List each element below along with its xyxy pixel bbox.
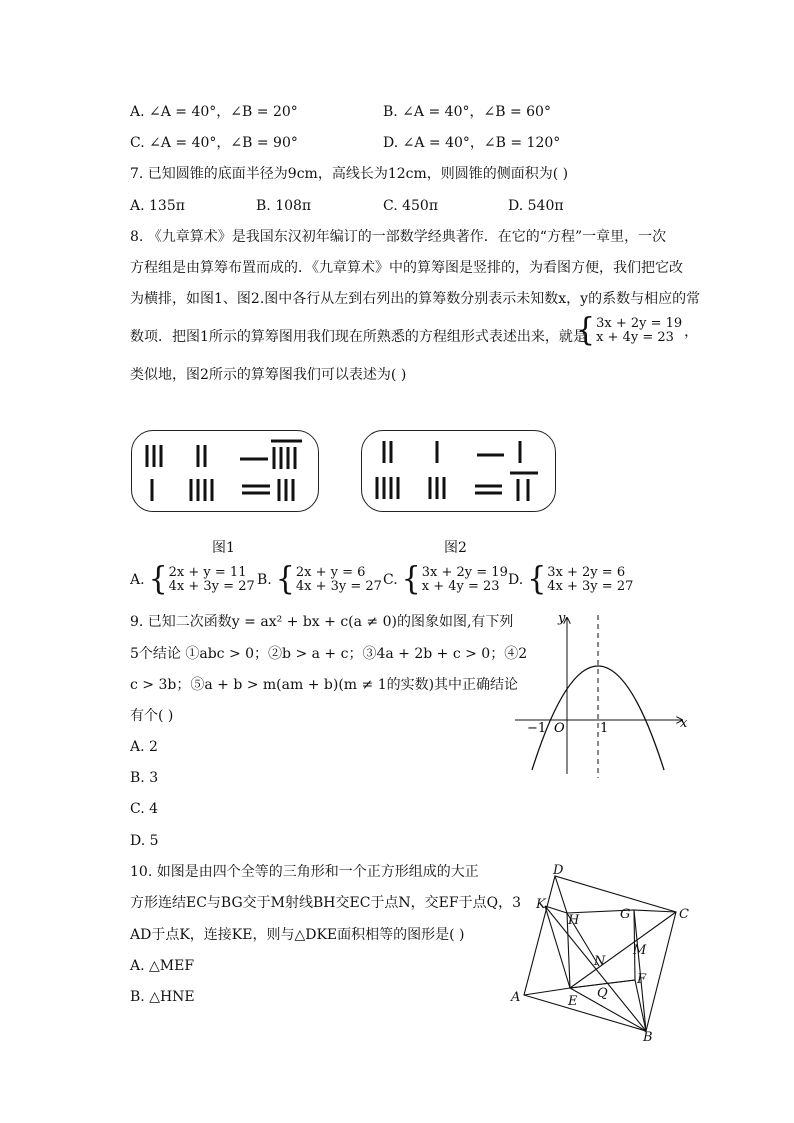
parabola-graph (510, 610, 694, 780)
neg-one-label: −1 (527, 721, 547, 736)
q8-example-eq1: 3x + 2y = 19 (596, 316, 683, 331)
counting-rod-figure-1 (131, 430, 319, 512)
q10-option-a: A. △MEF (130, 958, 195, 974)
q7-option-a: A. 135π (130, 198, 185, 214)
brace-icon: { (401, 561, 421, 598)
q8-option-c: C. { 3x + 2y = 19 x + 4y = 23 (383, 561, 508, 598)
one-label: 1 (600, 721, 609, 736)
figure-2-caption: 图2 (444, 540, 467, 556)
q6-option-a: A. ∠A = 40°，∠B = 20° (130, 104, 298, 120)
q8-line-5: 类似地，图2所示的算筹图我们可以表述为( ) (130, 367, 407, 383)
q7-option-b: B. 108π (256, 198, 312, 214)
geometry-figure (505, 858, 695, 1044)
brace-icon: { (148, 561, 168, 598)
q9-line-3: c > 3b；⑤a + b > m(am + b)(m ≠ 1的实数)其中正确结论 (130, 677, 519, 693)
q8-line-1: 8. 《九章算术》是我国东汉初年编订的一部数学经典著作．在它的“方程”一章里，一次 (130, 229, 667, 245)
q9-option-c: C. 4 (130, 801, 159, 817)
point-a-label: A (511, 990, 521, 1005)
point-b-label: B (643, 1030, 653, 1044)
q9-line-2: 5个结论 ①abc > 0；②b > a + c；③4a + 2b + c > 0；④2 (130, 646, 528, 662)
point-e-label: E (568, 994, 578, 1009)
q8-example-eq2: x + 4y = 23 (596, 330, 674, 345)
q7-stem: 7. 已知圆锥的底面半径为9cm，高线长为12cm，则圆锥的侧面积为( ) (130, 166, 569, 182)
q10-line-1: 10. 如图是由四个全等的三角形和一个正方形组成的大正 (130, 864, 479, 880)
point-h-label: H (568, 913, 580, 928)
q9-line-4: 有个( ) (130, 708, 174, 724)
x-axis-label: x (680, 716, 688, 731)
figure-1-caption: 图1 (212, 540, 235, 556)
q9-option-d: D. 5 (130, 833, 159, 849)
q7-option-d: D. 540π (508, 198, 564, 214)
counting-rod-icon (362, 431, 555, 511)
counting-rod-figure-2 (361, 430, 556, 512)
q10-line-3: AD于点K，连接KE，则与△DKE面积相等的图形是( ) (130, 927, 465, 943)
q8-line-4: 数项．把图1所示的算筹图用我们现在所熟悉的方程组形式表述出来，就是 (130, 329, 587, 345)
q7-option-c: C. 450π (383, 198, 439, 214)
brace-icon: { (527, 561, 547, 598)
q6-option-c: C. ∠A = 40°，∠B = 90° (130, 135, 298, 151)
point-f-label: F (637, 972, 647, 987)
origin-label: O (554, 721, 565, 736)
brace-icon: { (275, 561, 295, 598)
q6-option-b: B. ∠A = 40°，∠B = 60° (383, 104, 551, 120)
q8-option-d: D. { 3x + 2y = 6 4x + 3y = 27 (508, 561, 634, 598)
brace-icon: { (576, 312, 596, 349)
q8-line-3: 为横排，如图1、图2.图中各行从左到右列出的算筹数分别表示未知数x，y的系数与相应的常 (130, 291, 701, 307)
q9-line-1: 9. 已知二次函数y = ax² + bx + c(a ≠ 0)的图象如图,有下列 (130, 614, 514, 630)
q9-option-a: A. 2 (130, 739, 158, 755)
q9-option-b: B. 3 (130, 770, 159, 786)
q8-example-comma: ， (684, 324, 699, 340)
counting-rod-icon (132, 431, 318, 511)
point-m-label: M (633, 943, 647, 958)
q10-option-b: B. △HNE (130, 989, 195, 1005)
point-k-label: K (536, 897, 546, 912)
point-c-label: C (679, 907, 689, 922)
q6-option-d: D. ∠A = 40°，∠B = 120° (383, 135, 561, 151)
q8-option-a: A. { 2x + y = 11 4x + 3y = 27 (130, 561, 255, 598)
q8-example-system (576, 312, 699, 349)
q8-line-2: 方程组是由算筹布置而成的．《九章算术》中的算筹图是竖排的，为看图方便，我们把它改 (130, 260, 683, 276)
point-d-label: D (553, 863, 564, 878)
q8-option-b: B. { 2x + y = 6 4x + 3y = 27 (257, 561, 382, 598)
point-g-label: G (620, 907, 631, 922)
point-n-label: N (594, 954, 606, 969)
point-q-label: Q (597, 986, 608, 1001)
y-axis-label: y (558, 611, 566, 626)
q10-line-2: 方形连结EC与BG交于M射线BH交EC于点N，交EF于点Q，3 (130, 895, 521, 911)
